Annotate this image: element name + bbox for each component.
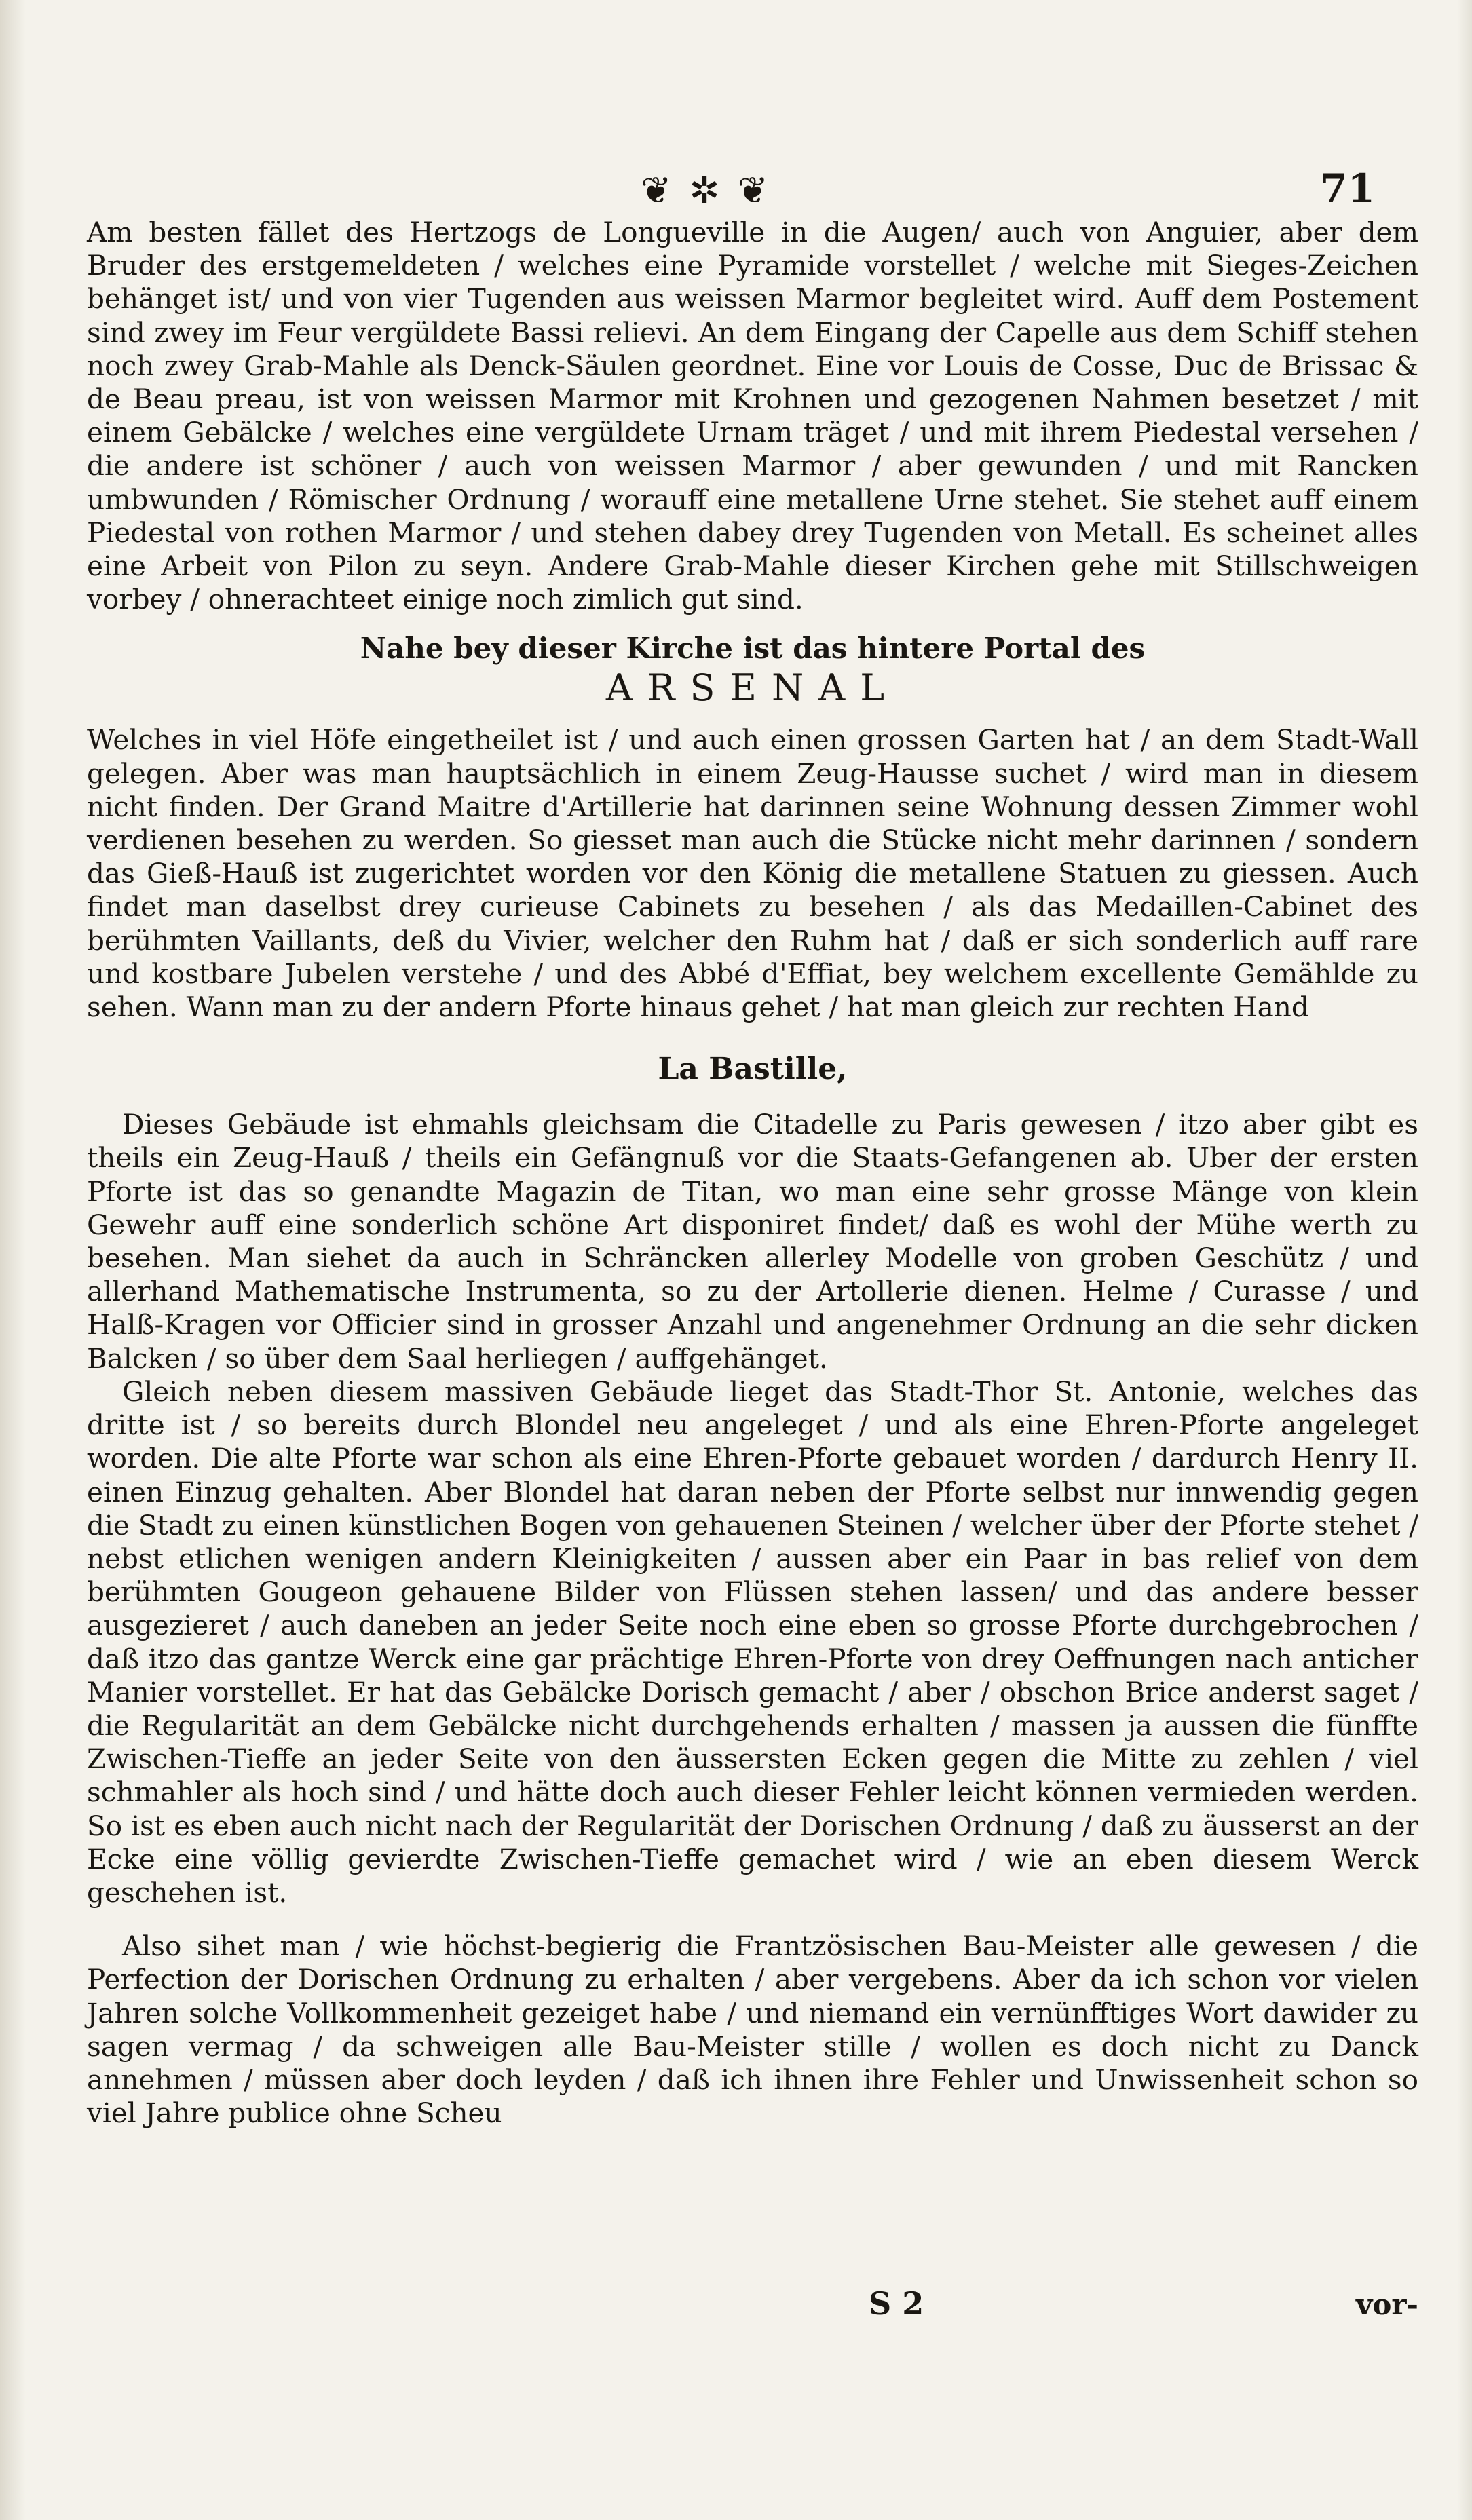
page-shadow-right [1457, 0, 1472, 2520]
page-footer [88, 2285, 1418, 2367]
signature-mark: S 2 [869, 2285, 924, 2322]
paragraph-french-architects: Also sihet man / wie höchst-begierig die Frantzösischen Bau-Meister alle gewesen / die Perfection der Dorischen Ordnung zu erhalten / aber vergebens. Aber da ich schon vor vielen Jahren solche Vollkommenheit gezeiget habe / und niemand ein vernünfftiges Wort dawider zu sagen vermag / da schweigen alle Bau-Meister stille / wollen es doch nicht zu Danck annehmen / müssen aber doch leyden / daß ich ihnen ihre Fehler und Unwissenheit schon so viel Jahre publice ohne Scheu [87, 1930, 1418, 2130]
page-number: 71 [1320, 166, 1375, 212]
fleuron-left-icon: ❦ [641, 168, 675, 212]
fleuron-center-icon: ✲ [689, 168, 723, 212]
page-shadow-left [0, 0, 26, 2520]
arsenal-title: ARSENAL [605, 666, 900, 710]
catchword: vor- [1356, 2288, 1418, 2321]
fleuron-right-icon: ❦ [737, 168, 771, 212]
page-body [87, 216, 1418, 2130]
bastille-title: La Bastille, [658, 1052, 848, 1087]
paragraph-bastille: Dieses Gebäude ist ehmahls gleichsam die Citadelle zu Paris gewesen / itzo aber gibt es theils ein Zeug-Hauß / theils ein Gefängnuß vor die Staats-Gefangenen ab. Uber der ersten Pforte ist das so genandte Magazin de Titan, wo man eine sehr grosse Mänge von klein Gewehr auff eine sonderlich schöne Art disponiret findet/ daß es wohl der Mühe werth zu besehen. Man siehet da auch in Schräncken allerley Modelle von groben Geschütz / und allerhand Mathematische Instrumenta, so zu der Artollerie dienen. Helme / Curasse / und Halß-Kragen vor Officier sind in grosser Anzahl und angenehmer Ordnung an die sehr dicken Balcken / so über dem Saal herliegen / auffgehänget. [87, 1108, 1418, 1375]
header-ornament [550, 163, 862, 217]
paragraph-arsenal: Welches in viel Höfe eingetheilet ist / und auch einen grossen Garten hat / an dem Stadt-Wall gelegen. Aber was man hauptsächlich in einem Zeug-Hausse suchet / wird man in diesem nicht finden. Der Grand Maitre d'Artillerie hat darinnen seine Wohnung dessen Zimmer wohl verdienen besehen zu werden. So giesset man auch die Stücke nicht mehr darinnen / sondern das Gieß-Hauß ist zugerichtet worden vor den König die metallene Statuen zu giessen. Auch findet man daselbst drey curieuse Cabinets zu besehen / als das Medaillen-Cabinet des berühmten Vaillants, deß du Vivier, welcher den Ruhm hat / daß er sich sonderlich auff rare und kostbare Jubelen verstehe / und des Abbé d'Effiat, bey welchem excellente Gemählde zu sehen. Wann man zu der andern Pforte hinaus gehet / hat man gleich zur rechten Hand [87, 723, 1418, 1024]
arsenal-intro-heading: Nahe bey dieser Kirche ist das hintere Portal des [360, 632, 1146, 666]
paragraph-porte-st-antoine: Gleich neben diesem massiven Gebäude lieget das Stadt-Thor St. Antonie, welches das dritte ist / so bereits durch Blondel neu angeleget / und als eine Ehren-Pforte angeleget worden. Die alte Pforte war schon als eine Ehren-Pforte gebauet worden / dardurch Henry II. einen Einzug gehalten. Aber Blondel hat daran neben der Pforte selbst nur innwendig gegen die Stadt zu einen künstlichen Bogen von gehauenen Steinen / welcher über der Pforte stehet / nebst etlichen wenigen andern Kleinigkeiten / aussen aber ein Paar in bas relief von dem berühmten Gougeon gehauene Bilder von Flüssen stehen lassen/ und das andere besser ausgezieret / auch daneben an jeder Seite noch eine eben so grosse Pforte durchgebrochen / daß itzo das gantze Werck eine gar prächtige Ehren-Pforte von drey Oeffnungen nach anticher Manier vorstellet. Er hat das Gebälcke Dorisch gemacht / aber / obschon Brice anderst saget / die Regularität an dem Gebälcke nicht durchgehends erhalten / massen ja aussen die fünffte Zwischen-Tieffe an jeder Seite von den äussersten Ecken gegen die Mitte zu zehlen / viel schmahler als hoch sind / und hätte doch auch dieser Fehler leicht können vermieden werden. So ist es eben auch nicht nach der Regularität der Dorischen Ordnung / daß zu äusserst an der Ecke eine völlig gevierdte Zwischen-Tieffe gemachet wird / wie an eben diesem Werck geschehen ist. [87, 1375, 1418, 1909]
page-header [88, 163, 1398, 224]
paragraph-tombs: Am besten fället des Hertzogs de Longueville in die Augen/ auch von Anguier, aber dem Bruder des erstgemeldeten / welches eine Pyramide vorstellet / welche mit Sieges-Zeichen behänget ist/ und von vier Tugenden aus weissen Marmor begleitet wird. Auff dem Postement sind zwey im Feur vergüldete Bassi relievi. An dem Eingang der Capelle aus dem Schiff stehen noch zwey Grab-Mahle als Denck-Säulen geordnet. Eine vor Louis de Cosse, Duc de Brissac & de Beau preau, ist von weissen Marmor mit Krohnen und gezogenen Nahmen besetzet / mit einem Gebälcke / welches eine vergüldete Urnam träget / und mit ihrem Piedestal versehen / die andere ist schöner / auch von weissen Marmor / aber gewunden / und mit Rancken umbwunden / Römischer Ordnung / worauff eine metallene Urne stehet. Sie stehet auff einem Piedestal von rothen Marmor / und stehen dabey drey Tugenden von Metall. Es scheinet alles eine Arbeit von Pilon zu seyn. Andere Grab-Mahle dieser Kirchen gehe mit Stillschweigen vorbey / ohnerachteet einige noch zimlich gut sind. [87, 216, 1418, 616]
